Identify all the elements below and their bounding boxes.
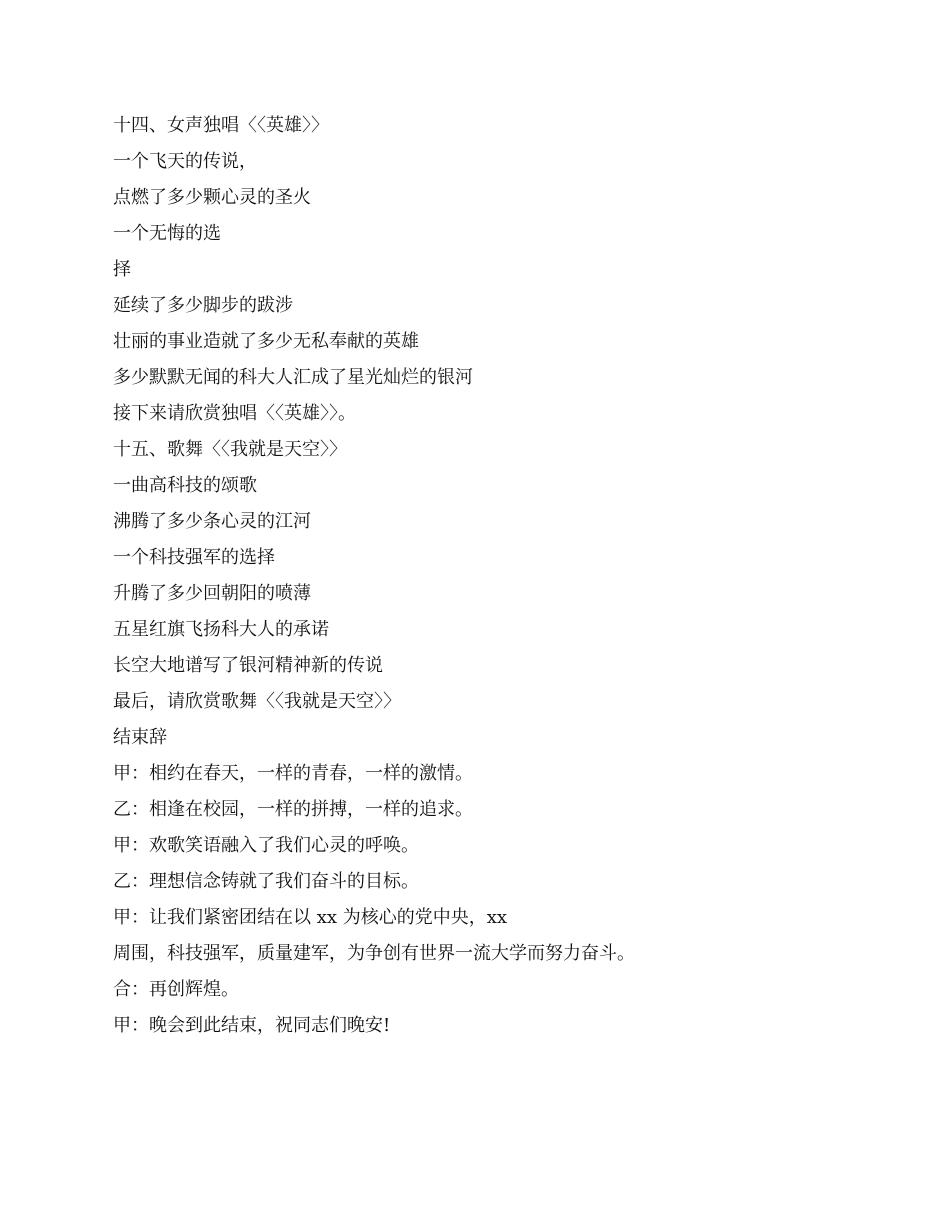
- text-line: 壮丽的事业造就了多少无私奉献的英雄: [113, 331, 419, 352]
- text-line: 接下来请欣赏独唱〈〈英雄〉〉。: [113, 403, 356, 424]
- text-line: 五星红旗飞扬科大人的承诺: [113, 619, 329, 640]
- dialogue-line: 乙：相逢在校园，一样的拼搏，一样的追求。: [113, 799, 473, 820]
- text-line: 升腾了多少回朝阳的喷薄: [113, 583, 311, 604]
- text-line: 点燃了多少颗心灵的圣火: [113, 187, 311, 208]
- text-line: 一个无悔的选: [113, 223, 221, 244]
- dialogue-line: 甲：让我们紧密团结在以 xx 为核心的党中央，xx: [113, 907, 508, 928]
- text-line: 最后，请欣赏歌舞〈〈我就是天空〉〉: [113, 691, 401, 712]
- text-line: 一个科技强军的选择: [113, 547, 275, 568]
- text-line: 沸腾了多少条心灵的江河: [113, 511, 311, 532]
- text-line: 多少默默无闻的科大人汇成了星光灿烂的银河: [113, 367, 473, 388]
- text-line: 长空大地谱写了银河精神新的传说: [113, 655, 383, 676]
- closing-heading: 结束辞: [113, 727, 167, 748]
- section-heading-14: 十四、女声独唱〈〈英雄〉〉: [113, 115, 329, 136]
- dialogue-line: 甲：晚会到此结束，祝同志们晚安!: [113, 1015, 391, 1036]
- document-body: [113, 108, 893, 1044]
- dialogue-line: 周围，科技强军，质量建军，为争创有世界一流大学而努力奋斗。: [113, 943, 635, 964]
- text-line: 一个飞天的传说，: [113, 151, 257, 172]
- dialogue-line: 合：再创辉煌。: [113, 979, 239, 1000]
- text-line: 延续了多少脚步的跋涉: [113, 295, 293, 316]
- dialogue-line: 甲：相约在春天，一样的青春，一样的激情。: [113, 763, 473, 784]
- section-heading-15: 十五、歌舞〈〈我就是天空〉〉: [113, 439, 347, 460]
- text-line: 择: [113, 259, 131, 280]
- dialogue-line: 甲：欢歌笑语融入了我们心灵的呼唤。: [113, 835, 419, 856]
- text-line: 一曲高科技的颂歌: [113, 475, 257, 496]
- dialogue-line: 乙：理想信念铸就了我们奋斗的目标。: [113, 871, 419, 892]
